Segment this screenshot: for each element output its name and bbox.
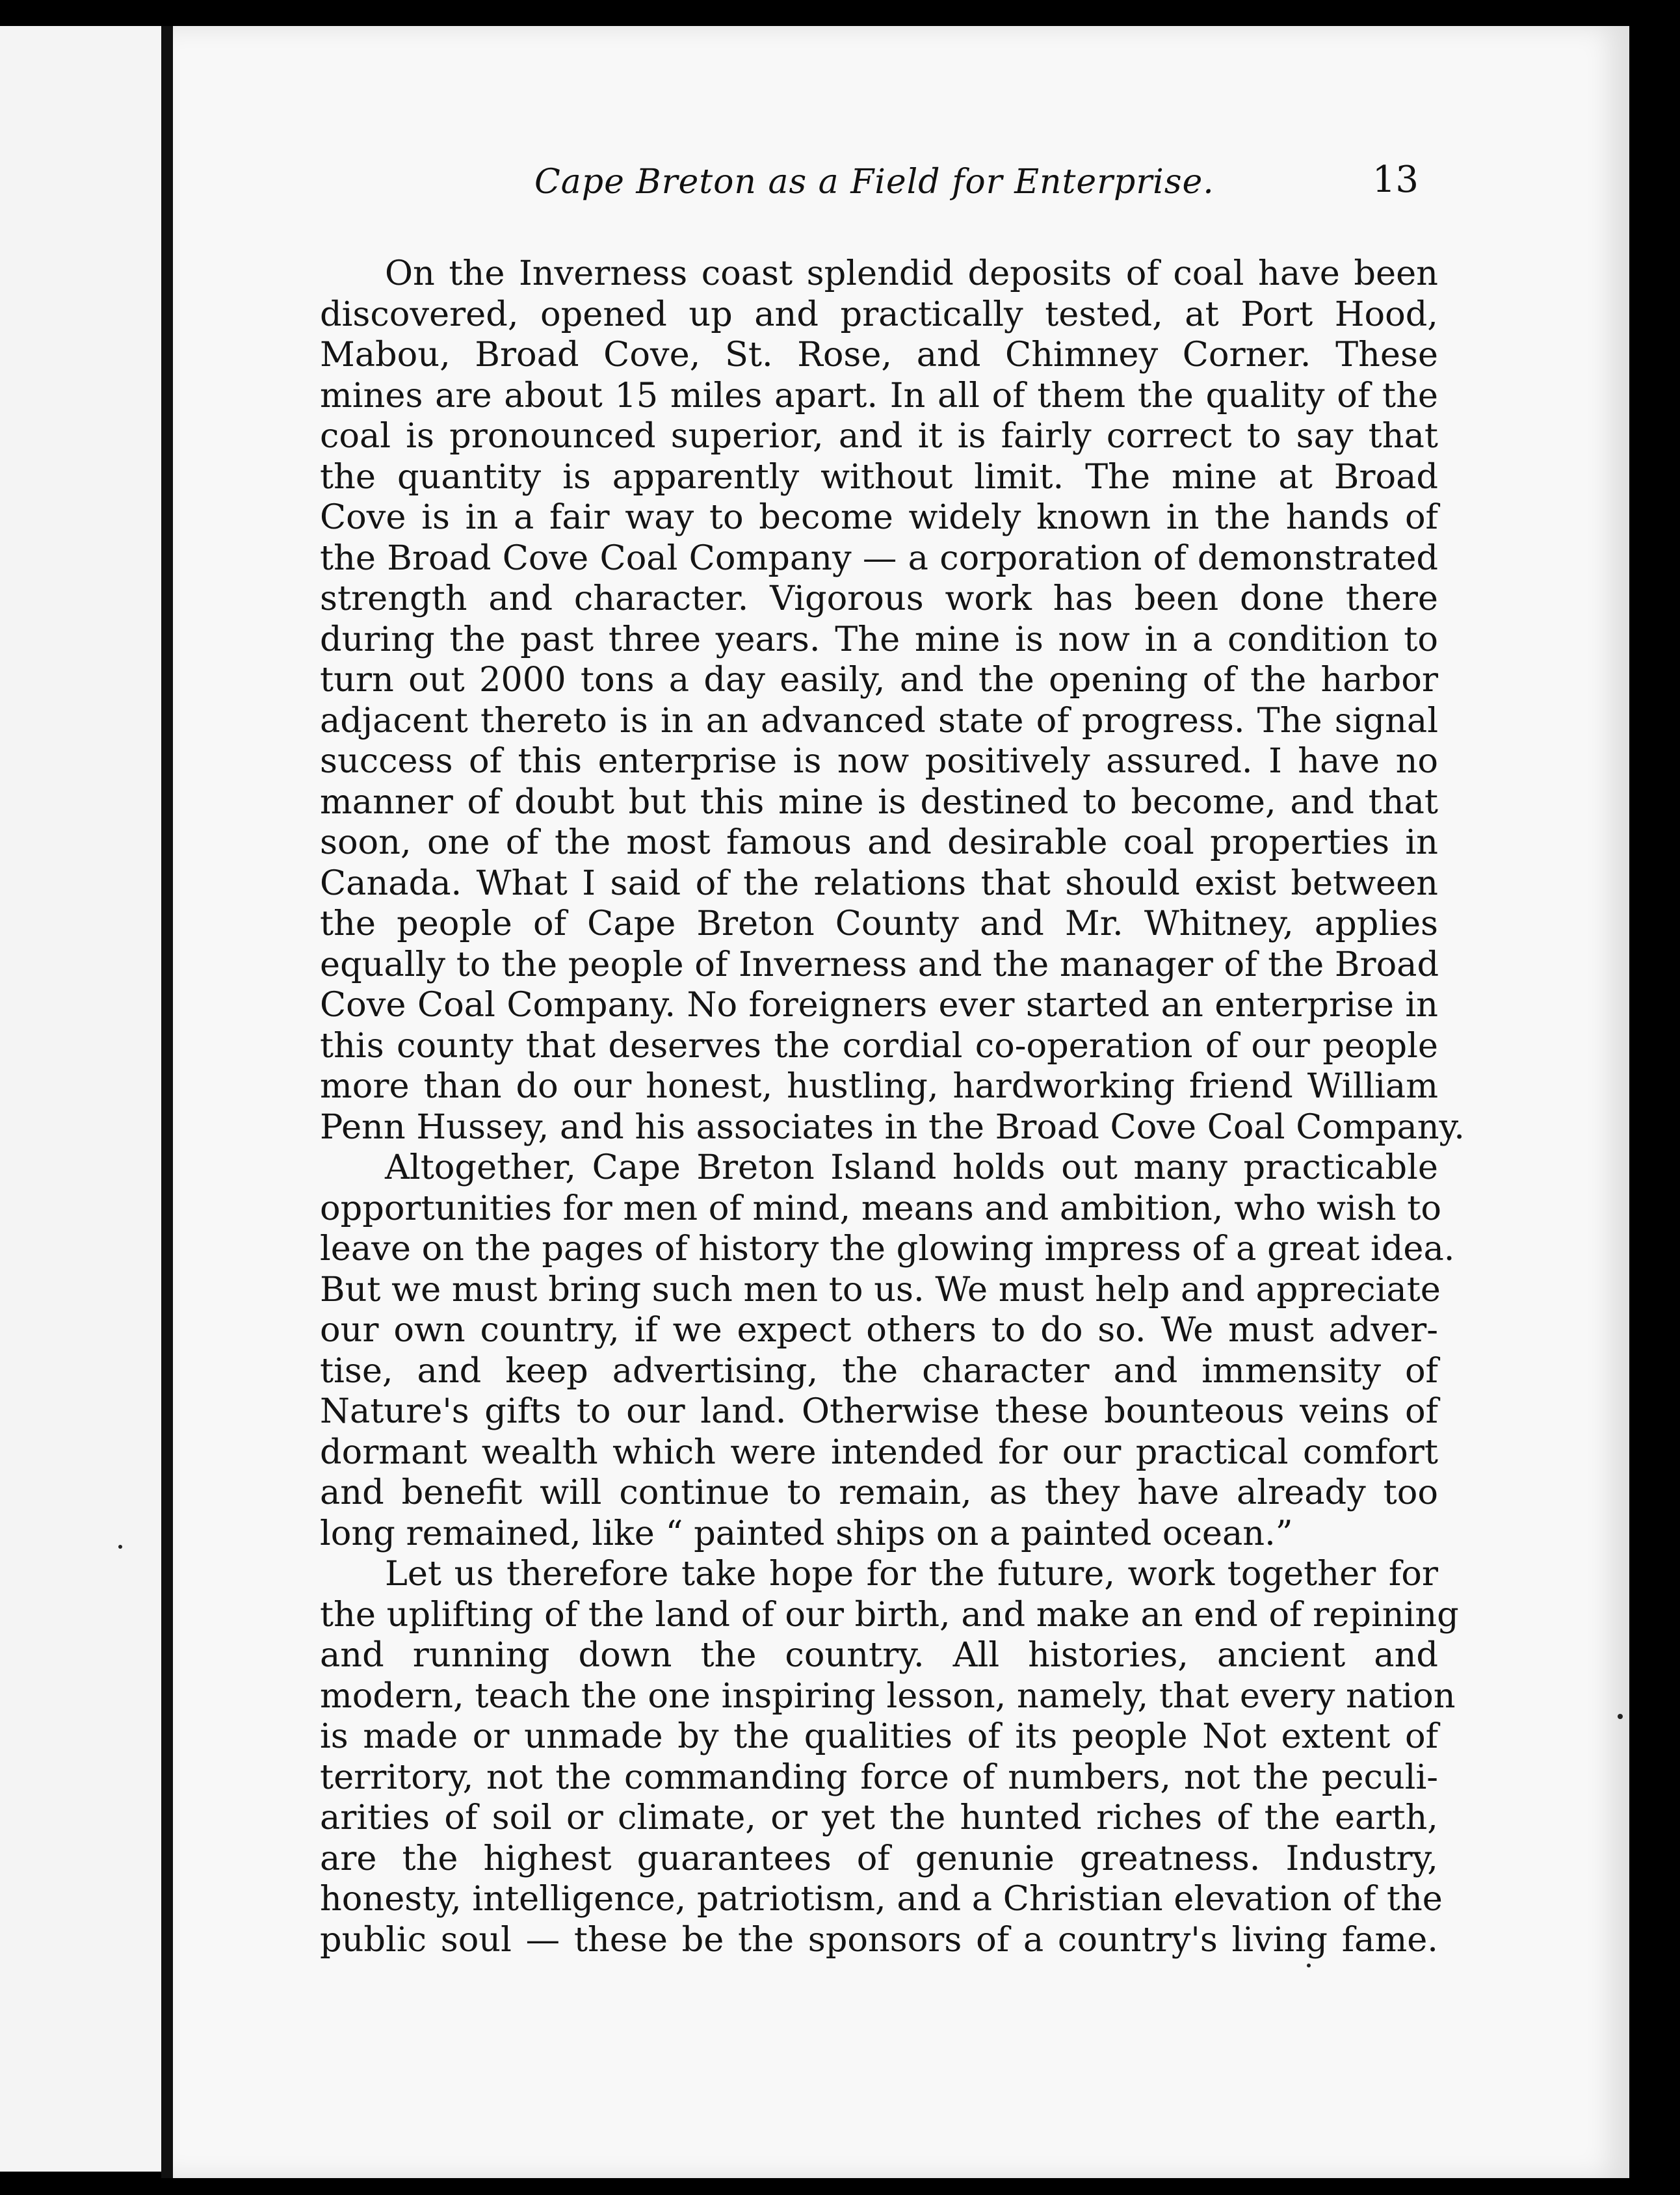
text-line: public soul — these be the sponsors of a country's living fame.: [320, 1919, 1438, 1960]
text-line: discovered, opened up and practically tested, at Port Hood,: [320, 294, 1438, 334]
text-line: the quantity is apparently without limit. The mine at Broad: [320, 456, 1438, 497]
text-line: tise, and keep advertising, the character and immensity of: [320, 1350, 1438, 1391]
text-line: are the highest guarantees of genunie greatness. Industry,: [320, 1838, 1438, 1878]
running-title: Cape Breton as a Field for Enterprise.: [534, 163, 1214, 202]
ink-speck: [1618, 1714, 1623, 1719]
text-line: the uplifting of the land of our birth, and make an end of repining: [320, 1594, 1459, 1635]
page-header: [365, 150, 1445, 221]
page-number: 13: [1372, 159, 1419, 201]
text-line: turn out 2000 tons a day easily, and the opening of the harbor: [320, 660, 1438, 700]
text-line: Mabou, Broad Cove, St. Rose, and Chimney Corner. These: [320, 335, 1438, 375]
paragraph: [320, 254, 1465, 1148]
text-line: during the past three years. The mine is now in a condition to: [320, 619, 1438, 659]
ink-speck: [118, 1545, 122, 1549]
book-spine: [161, 26, 170, 2178]
text-line: this county that deserves the cordial co-operation of our people: [320, 1025, 1438, 1066]
text-line: long remained, like “ painted ships on a painted ocean.”: [320, 1513, 1293, 1553]
text-line: territory, not the commanding force of numbers, not the peculi-: [320, 1757, 1438, 1797]
ink-speck: [1307, 1964, 1311, 1967]
text-line: and running down the country. All histories, ancient and: [320, 1635, 1438, 1675]
text-line: soon, one of the most famous and desirable coal properties in: [320, 822, 1438, 862]
text-line: arities of soil or climate, or yet the hunted riches of the earth,: [320, 1798, 1438, 1837]
text-line: On the Inverness coast splendid deposits of coal have been: [385, 254, 1438, 293]
paragraph: [320, 1148, 1455, 1554]
text-line: But we must bring such men to us. We must help and appreciate: [320, 1269, 1441, 1309]
text-line: the Broad Cove Coal Company — a corporation of demonstrated: [320, 538, 1438, 578]
text-line: leave on the pages of history the glowing impress of a great idea.: [320, 1229, 1455, 1268]
text-line: Altogether, Cape Breton Island holds out many practicable: [385, 1148, 1438, 1187]
body-text: [320, 254, 1465, 1960]
text-line: strength and character. Vigorous work has been done there: [320, 579, 1438, 618]
text-line: adjacent thereto is in an advanced state of progress. The signal: [320, 700, 1438, 741]
text-line: our own country, if we expect others to do so. We must adver-: [320, 1310, 1438, 1350]
text-line: opportunities for men of mind, means and ambition, who wish to: [320, 1188, 1441, 1228]
text-line: mines are about 15 miles apart. In all of them the quality of the: [320, 375, 1438, 415]
text-line: the people of Cape Breton County and Mr. Whitney, applies: [320, 904, 1438, 943]
text-line: manner of doubt but this mine is destined to become, and that: [320, 782, 1438, 822]
text-line: Nature's gifts to our land. Otherwise these bounteous veins of: [320, 1391, 1438, 1431]
text-line: honesty, intelligence, patriotism, and a Christian elevation of the: [320, 1879, 1443, 1919]
text-line: more than do our honest, hustling, hardworking friend William: [320, 1066, 1438, 1106]
text-line: success of this enterprise is now positively assured. I have no: [320, 741, 1438, 781]
text-line: modern, teach the one inspiring lesson, namely, that every nation: [320, 1676, 1456, 1716]
left-page-edge: [0, 26, 165, 2172]
text-line: is made or unmade by the qualities of its people Not extent of: [320, 1716, 1438, 1756]
text-line: equally to the people of Inverness and the manager of the Broad: [320, 944, 1439, 984]
text-line: Cove is in a fair way to become widely known in the hands of: [320, 497, 1438, 537]
text-line: dormant wealth which were intended for our practical comfort: [320, 1432, 1438, 1472]
text-line: Let us therefore take hope for the future, work together for: [385, 1554, 1438, 1594]
text-line: coal is pronounced superior, and it is fairly correct to say that: [320, 416, 1438, 456]
text-line: Canada. What I said of the relations that should exist between: [320, 863, 1438, 903]
text-line: Cove Coal Company. No foreigners ever started an enterprise in: [320, 985, 1438, 1025]
text-line: Penn Hussey, and his associates in the Broad Cove Coal Company.: [320, 1107, 1465, 1147]
paragraph: [320, 1554, 1459, 1960]
text-line: and benefit will continue to remain, as they have already too: [320, 1473, 1438, 1512]
